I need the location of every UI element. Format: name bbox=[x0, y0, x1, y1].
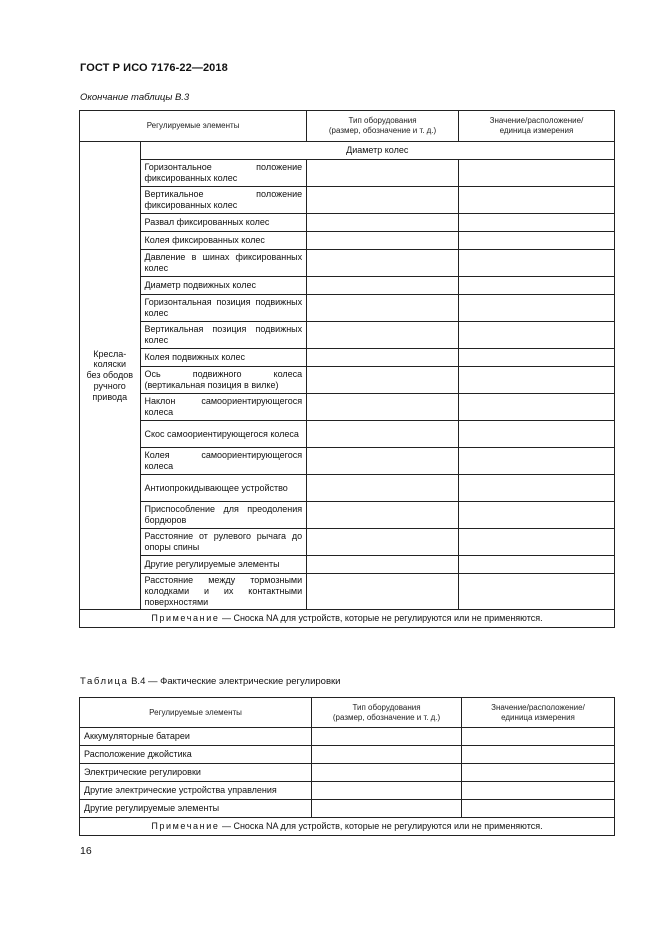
equipment-cell bbox=[307, 295, 459, 322]
table-row bbox=[80, 250, 615, 277]
table-b4-caption bbox=[80, 676, 340, 687]
table-row bbox=[80, 556, 615, 574]
table-row bbox=[80, 160, 615, 187]
row-label: Другие регулируемые элементы bbox=[140, 556, 307, 574]
row-label: Диаметр подвижных колес bbox=[140, 277, 307, 295]
note-text: — Сноска NA для устройств, которые не регулируются или не применяются. bbox=[219, 821, 543, 831]
value-cell bbox=[458, 187, 614, 214]
equipment-cell bbox=[307, 349, 459, 367]
equipment-cell bbox=[312, 764, 462, 782]
table-row bbox=[80, 529, 615, 556]
equipment-cell bbox=[307, 367, 459, 394]
table-row bbox=[80, 574, 615, 610]
document-header: ГОСТ Р ИСО 7176-22—2018 bbox=[80, 62, 228, 74]
value-cell bbox=[458, 214, 614, 232]
subheader-wheel-diameter: Диаметр колес bbox=[140, 142, 615, 160]
table-b3 bbox=[79, 110, 615, 628]
column-header-value: Значение/расположение/ единица измерения bbox=[458, 111, 614, 142]
table-row bbox=[80, 187, 615, 214]
value-cell bbox=[458, 277, 614, 295]
table-row bbox=[80, 800, 615, 818]
table-row bbox=[80, 421, 615, 448]
note-label: Примечание bbox=[151, 821, 220, 831]
table-b4 bbox=[79, 697, 615, 836]
equipment-cell bbox=[307, 160, 459, 187]
row-label: Расположение джойстика bbox=[80, 746, 312, 764]
equipment-cell bbox=[307, 475, 459, 502]
table-b3-note bbox=[80, 610, 615, 628]
value-cell bbox=[458, 322, 614, 349]
row-label: Вертикальное положение фиксированных колес bbox=[140, 187, 307, 214]
table-b4-note bbox=[80, 818, 615, 836]
table-row bbox=[80, 764, 615, 782]
row-label: Вертикальная позиция подвижных колес bbox=[140, 322, 307, 349]
value-cell bbox=[458, 367, 614, 394]
group-label-wheelchairs: Кресла- коляски без ободов ручного привода bbox=[80, 142, 141, 610]
table-row bbox=[80, 367, 615, 394]
value-cell bbox=[458, 349, 614, 367]
row-label: Колея подвижных колес bbox=[140, 349, 307, 367]
table-row bbox=[80, 746, 615, 764]
row-label: Колея самоориентирующегося колеса bbox=[140, 448, 307, 475]
row-label: Развал фиксированных колес bbox=[140, 214, 307, 232]
table-row bbox=[80, 295, 615, 322]
value-cell bbox=[461, 746, 614, 764]
table-row bbox=[80, 782, 615, 800]
row-label: Аккумуляторные батареи bbox=[80, 728, 312, 746]
table-row bbox=[80, 232, 615, 250]
note-text: — Сноска NA для устройств, которые не регулируются или не применяются. bbox=[219, 613, 543, 623]
value-cell bbox=[461, 800, 614, 818]
value-cell bbox=[458, 421, 614, 448]
value-cell bbox=[458, 295, 614, 322]
equipment-cell bbox=[307, 250, 459, 277]
row-label: Горизонтальное положение фиксированных колес bbox=[140, 160, 307, 187]
row-label: Колея фиксированных колес bbox=[140, 232, 307, 250]
caption-label: Таблица bbox=[80, 676, 129, 687]
row-label: Горизонтальная позиция подвижных колес bbox=[140, 295, 307, 322]
table-row bbox=[80, 214, 615, 232]
table-row bbox=[80, 502, 615, 529]
row-label: Приспособление для преодоления бордюров bbox=[140, 502, 307, 529]
row-label: Другие регулируемые элементы bbox=[80, 800, 312, 818]
value-cell bbox=[458, 250, 614, 277]
equipment-cell bbox=[312, 728, 462, 746]
equipment-cell bbox=[307, 277, 459, 295]
equipment-cell bbox=[307, 322, 459, 349]
column-header-elements: Регулируемые элементы bbox=[80, 111, 307, 142]
value-cell bbox=[458, 556, 614, 574]
table-row bbox=[80, 448, 615, 475]
page-number: 16 bbox=[80, 845, 92, 857]
row-label: Другие электрические устройства управления bbox=[80, 782, 312, 800]
table-row bbox=[80, 277, 615, 295]
value-cell bbox=[458, 502, 614, 529]
equipment-cell bbox=[307, 502, 459, 529]
row-label: Расстояние от рулевого рычага до опоры спины bbox=[140, 529, 307, 556]
equipment-cell bbox=[307, 214, 459, 232]
value-cell bbox=[458, 232, 614, 250]
table-row bbox=[80, 394, 615, 421]
value-cell bbox=[458, 394, 614, 421]
column-header-equipment: Тип оборудования (размер, обозначение и т. д.) bbox=[312, 698, 462, 728]
column-header-equipment: Тип оборудования (размер, обозначение и т. д.) bbox=[307, 111, 459, 142]
equipment-cell bbox=[307, 529, 459, 556]
row-label: Давление в шинах фиксированных колес bbox=[140, 250, 307, 277]
table-row bbox=[80, 728, 615, 746]
row-label: Скос самоориентирующегося колеса bbox=[140, 421, 307, 448]
equipment-cell bbox=[307, 421, 459, 448]
row-label: Наклон самоориентирующегося колеса bbox=[140, 394, 307, 421]
equipment-cell bbox=[307, 448, 459, 475]
value-cell bbox=[458, 160, 614, 187]
equipment-cell bbox=[312, 746, 462, 764]
caption-text: В.4 — Фактические электрические регулировки bbox=[128, 676, 341, 687]
value-cell bbox=[461, 764, 614, 782]
row-label: Антиопрокидывающее устройство bbox=[140, 475, 307, 502]
equipment-cell bbox=[312, 800, 462, 818]
row-label: Ось подвижного колеса (вертикальная позиция в вилке) bbox=[140, 367, 307, 394]
value-cell bbox=[461, 728, 614, 746]
value-cell bbox=[458, 529, 614, 556]
equipment-cell bbox=[307, 232, 459, 250]
equipment-cell bbox=[307, 187, 459, 214]
equipment-cell bbox=[312, 782, 462, 800]
column-header-elements: Регулируемые элементы bbox=[80, 698, 312, 728]
row-label: Электрические регулировки bbox=[80, 764, 312, 782]
table-row bbox=[80, 475, 615, 502]
value-cell bbox=[461, 782, 614, 800]
equipment-cell bbox=[307, 574, 459, 610]
table-row bbox=[80, 322, 615, 349]
table-b3-caption: Окончание таблицы В.3 bbox=[80, 92, 190, 103]
table-row bbox=[80, 349, 615, 367]
row-label: Расстояние между тормозными колодками и их контактными поверхностями bbox=[140, 574, 307, 610]
note-label: Примечание bbox=[151, 613, 220, 623]
value-cell bbox=[458, 574, 614, 610]
equipment-cell bbox=[307, 556, 459, 574]
value-cell bbox=[458, 475, 614, 502]
column-header-value: Значение/расположение/ единица измерения bbox=[461, 698, 614, 728]
equipment-cell bbox=[307, 394, 459, 421]
value-cell bbox=[458, 448, 614, 475]
